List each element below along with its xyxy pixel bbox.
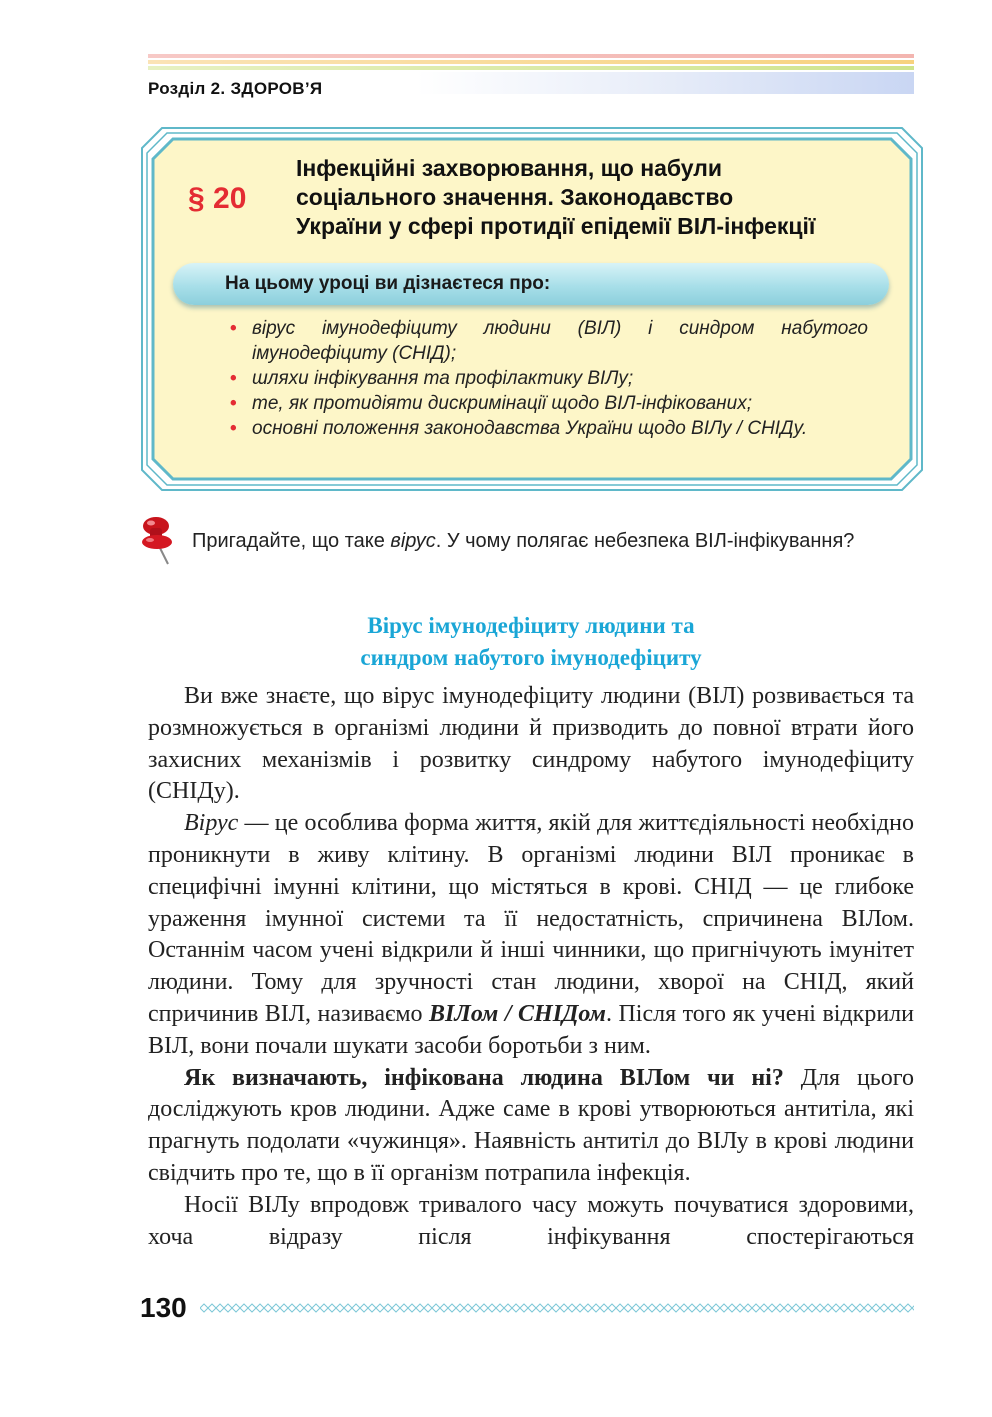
paragraph: Ви вже знаєте, що вірус імунодефіциту людини (ВІЛ) розвивається та розмножується в організмі людини й призводить до повної втрати його захисних механізмів і розвитку синдрому набутого імунодефіциту (СНІДу). — [148, 683, 914, 805]
section-title-line: синдром набутого імунодефіциту — [360, 645, 702, 670]
paragraph-text: — це особлива форма життя, якій для життєдіяльності необхідно проникнути в живу клітину. В організмі людини ВІЛ проникає в специфічні імунні клітини, що містяться в крові. СНІД — це глибоке ураження імунної системи та її недостатність, спричинена ВІЛом. Останнім часом учені відкрили й інші чинники, що пригнічують імунітет людини. Тому для зручності стан людини, хворої на СНІД, який спричинив ВІЛ, називаємо — [148, 810, 914, 1027]
running-head — [148, 79, 322, 99]
learn-heading: На цьому уроці ви дізнаєтеся про: — [225, 273, 551, 294]
recall-text: Пригадайте, що таке — [192, 530, 391, 552]
stripe-green — [148, 66, 914, 70]
lesson-title-line: соціального значення. Законодавство — [296, 184, 734, 210]
stripe-pink — [148, 54, 914, 58]
term-italic: Вірус — [184, 810, 239, 837]
goal-item: • шляхи інфікування та профілактику ВІЛу; — [230, 366, 868, 391]
page-number: 130 — [140, 1292, 187, 1323]
lesson-title-line: Інфекційні захворювання, що набули — [296, 155, 723, 181]
paragraph — [148, 808, 914, 1062]
running-head-chapter: ЗДОРОВ’Я — [230, 79, 323, 98]
paragraph: Носії ВІЛу впродовж тривалого часу можуть почуватися здоровими, хоча відразу після інфікування спостерігаються — [148, 1191, 914, 1250]
lesson-title — [296, 154, 916, 241]
page-ornament — [200, 1301, 914, 1315]
question-bold: Як визначають, інфікована людина ВІЛом чи ні? — [184, 1064, 784, 1091]
running-head-label: Розділ 2. — [148, 79, 226, 98]
lesson-goals-list — [230, 316, 868, 441]
recall-prompt — [192, 528, 912, 554]
goal-item: • те, як протидіяти дискримінації щодо ВІЛ-інфікованих; — [230, 391, 868, 416]
recall-term: вірус — [390, 530, 436, 552]
lesson-title-line: України у сфері протидії епідемії ВІЛ-інфекції — [296, 213, 816, 239]
paragraph-number: § 20 — [188, 182, 247, 215]
learn-heading-bar — [173, 263, 889, 305]
stripe-orange — [148, 60, 914, 64]
body-text — [148, 681, 914, 1253]
section-title — [148, 610, 914, 674]
section-title-line: Вірус імунодефіциту людини та — [367, 613, 695, 638]
term-bold-italic: ВІЛом / СНІДом — [429, 1000, 606, 1027]
paragraph-text: . Після того як учені відкрили ВІЛ, вони почали шукати засоби боротьби з ним. — [148, 1000, 914, 1059]
goal-item: • вірус імунодефіциту людини (ВІЛ) і синдром набутого імунодефіциту (СНІД); — [230, 316, 868, 366]
goal-item: • основні положення законодавства України щодо ВІЛу / СНІДу. — [230, 416, 868, 441]
pushpin-icon — [138, 514, 180, 566]
paragraph — [148, 1063, 914, 1190]
paragraph-text: Для цього досліджують кров людини. Адже саме в крові утворюються антитіла, які прагнуть подолати «чужинця». Наявність антитіл до ВІЛу в крові людини свідчить про те, що в її організм потрапила інфекція. — [148, 1064, 914, 1186]
recall-text-end: . У чому полягає небезпека ВІЛ-інфікування? — [435, 530, 855, 552]
